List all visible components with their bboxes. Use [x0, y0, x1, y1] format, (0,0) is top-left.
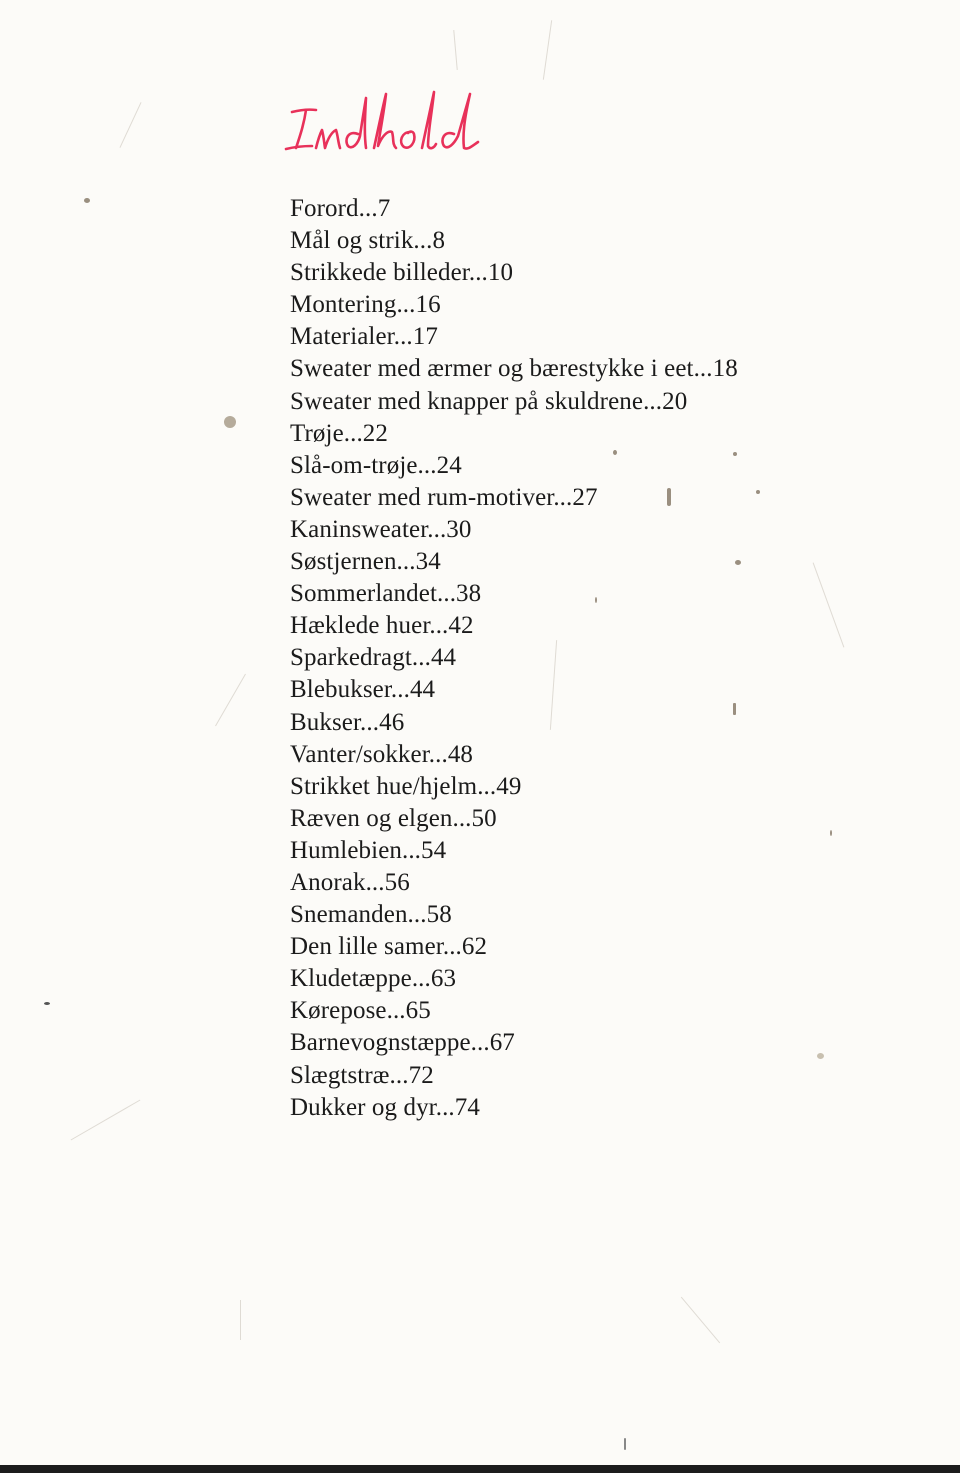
toc-entry: Sommerlandet...38: [290, 580, 482, 608]
paper-fiber: [813, 563, 845, 648]
handwritten-title-graphic: [282, 82, 502, 162]
paper-fiber: [119, 102, 141, 148]
paper-speck: [613, 450, 617, 455]
paper-speck: [44, 1002, 50, 1005]
toc-entry: Sparkedragt...44: [290, 644, 457, 672]
toc-entry: Slægtstræ...72: [290, 1061, 434, 1089]
toc-entry: Ræven og elgen...50: [290, 804, 497, 832]
paper-speck: [224, 416, 236, 428]
toc-entry: Sweater med ærmer og bærestykke i eet...18: [290, 355, 738, 383]
toc-entry: Montering...16: [290, 291, 441, 319]
toc-entry: Søstjernen...34: [290, 548, 441, 576]
toc-entry: Vanter/sokker...48: [290, 740, 474, 768]
paper-speck: [667, 488, 671, 506]
paper-fiber: [215, 674, 246, 726]
toc-entry: Kaninsweater...30: [290, 515, 472, 543]
toc-entry: Trøje...22: [290, 419, 389, 447]
toc-entry: Blebukser...44: [290, 676, 436, 704]
paper-speck: [84, 198, 90, 203]
paper-speck: [595, 597, 597, 603]
toc-entry: Bukser...46: [290, 708, 405, 736]
toc-entry: Dukker og dyr...74: [290, 1093, 480, 1121]
paper-fiber: [543, 20, 552, 80]
toc-entry: Sweater med rum-motiver...27: [290, 483, 598, 511]
toc-entry: Barnevognstæppe...67: [290, 1029, 515, 1057]
paper-fiber: [240, 1300, 241, 1340]
toc-entry: Snemanden...58: [290, 901, 452, 929]
toc-entry: Kludetæppe...63: [290, 965, 457, 993]
table-of-contents: [290, 193, 738, 1124]
toc-entry: Forord...7: [290, 195, 391, 222]
paper-fiber: [453, 30, 457, 70]
toc-entry: Materialer...17: [290, 323, 438, 351]
paper-speck: [624, 1438, 626, 1450]
paper-fiber: [681, 1297, 720, 1344]
toc-entry: Hæklede huer...42: [290, 612, 474, 640]
toc-entry: Humlebien...54: [290, 836, 447, 864]
paper-fiber: [71, 1100, 141, 1141]
paper-speck: [733, 703, 736, 715]
paper-speck: [817, 1053, 824, 1059]
scan-bottom-edge: [0, 1465, 960, 1473]
paper-speck: [733, 452, 737, 456]
toc-entry: Strikket hue/hjelm...49: [290, 772, 522, 800]
paper-speck: [756, 490, 760, 494]
toc-entry: Anorak...56: [290, 868, 410, 896]
toc-entry: Sweater med knapper på skuldrene...20: [290, 387, 688, 415]
toc-entry: Mål og strik...8: [290, 227, 446, 255]
toc-entry: Slå-om-trøje...24: [290, 451, 462, 479]
toc-entry: Den lille samer...62: [290, 933, 488, 961]
paper-speck: [735, 560, 741, 565]
toc-entry: Strikkede billeder...10: [290, 259, 514, 287]
toc-entry: Kørepose...65: [290, 997, 431, 1025]
page-title: [282, 82, 502, 162]
paper-speck: [830, 830, 832, 836]
